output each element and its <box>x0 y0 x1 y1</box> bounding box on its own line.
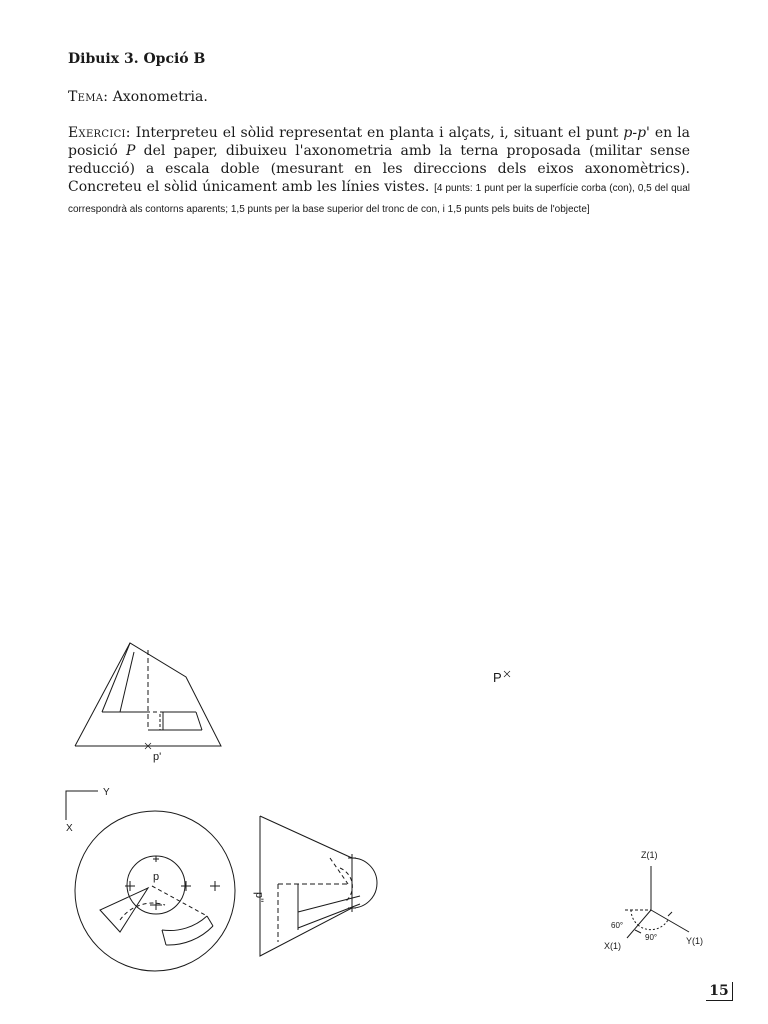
side-elevation <box>260 816 377 956</box>
angle-60-label: 60° <box>611 921 624 930</box>
plan-axis-y-label: Y <box>103 787 110 798</box>
plan-axis-x-label: X <box>66 823 73 834</box>
topic-value: Axonometria. <box>112 89 208 105</box>
plan-axis-marker <box>66 791 98 820</box>
exercise-heading: Dibuix 3. Opció B <box>68 51 206 67</box>
front-elevation <box>75 643 221 749</box>
axis-y-label: Y(1) <box>686 936 704 946</box>
exercise-point: p-p' <box>623 125 650 141</box>
axis-x-label: X(1) <box>604 941 622 951</box>
page-number: 15 <box>706 982 733 1001</box>
point-p-position-mark <box>504 671 510 677</box>
topic-label: Tema: <box>68 89 109 105</box>
exercise-text-part-3: del paper, dibuixeu l'axonometria amb la terna proposada (militar sense reducció) a escala doble (mesurant en les direccions dels eixos axonomètrics). Concreteu el sòlid únicament amb les línies vistes. <box>68 143 690 195</box>
angle-90-label: 90° <box>645 933 658 942</box>
side-point-label: p'' <box>253 892 265 903</box>
exercise-text-part-2: en la posició <box>68 125 691 159</box>
plan-view <box>75 811 235 971</box>
axonometric-axes <box>625 866 689 938</box>
paper-position-label: P <box>493 670 502 685</box>
axis-z-label: Z(1) <box>641 850 658 860</box>
exercise-position-p: P <box>126 143 136 159</box>
exercise-label: Exercici: <box>68 125 131 141</box>
plan-point-label: p <box>153 871 160 883</box>
elevation-point-label: p' <box>153 751 162 763</box>
exercise-text-part-1: Interpreteu el sòlid representat en planta i alçats, i, situant el punt <box>135 125 624 141</box>
scoring-note: [4 punts: 1 punt per la superfície corba (con), 0,5 del qual correspondrà als contorns aparents; 1,5 punts per la base superior del tronc de con, i 1,5 punts pels buits de l'objecte] <box>68 183 690 215</box>
